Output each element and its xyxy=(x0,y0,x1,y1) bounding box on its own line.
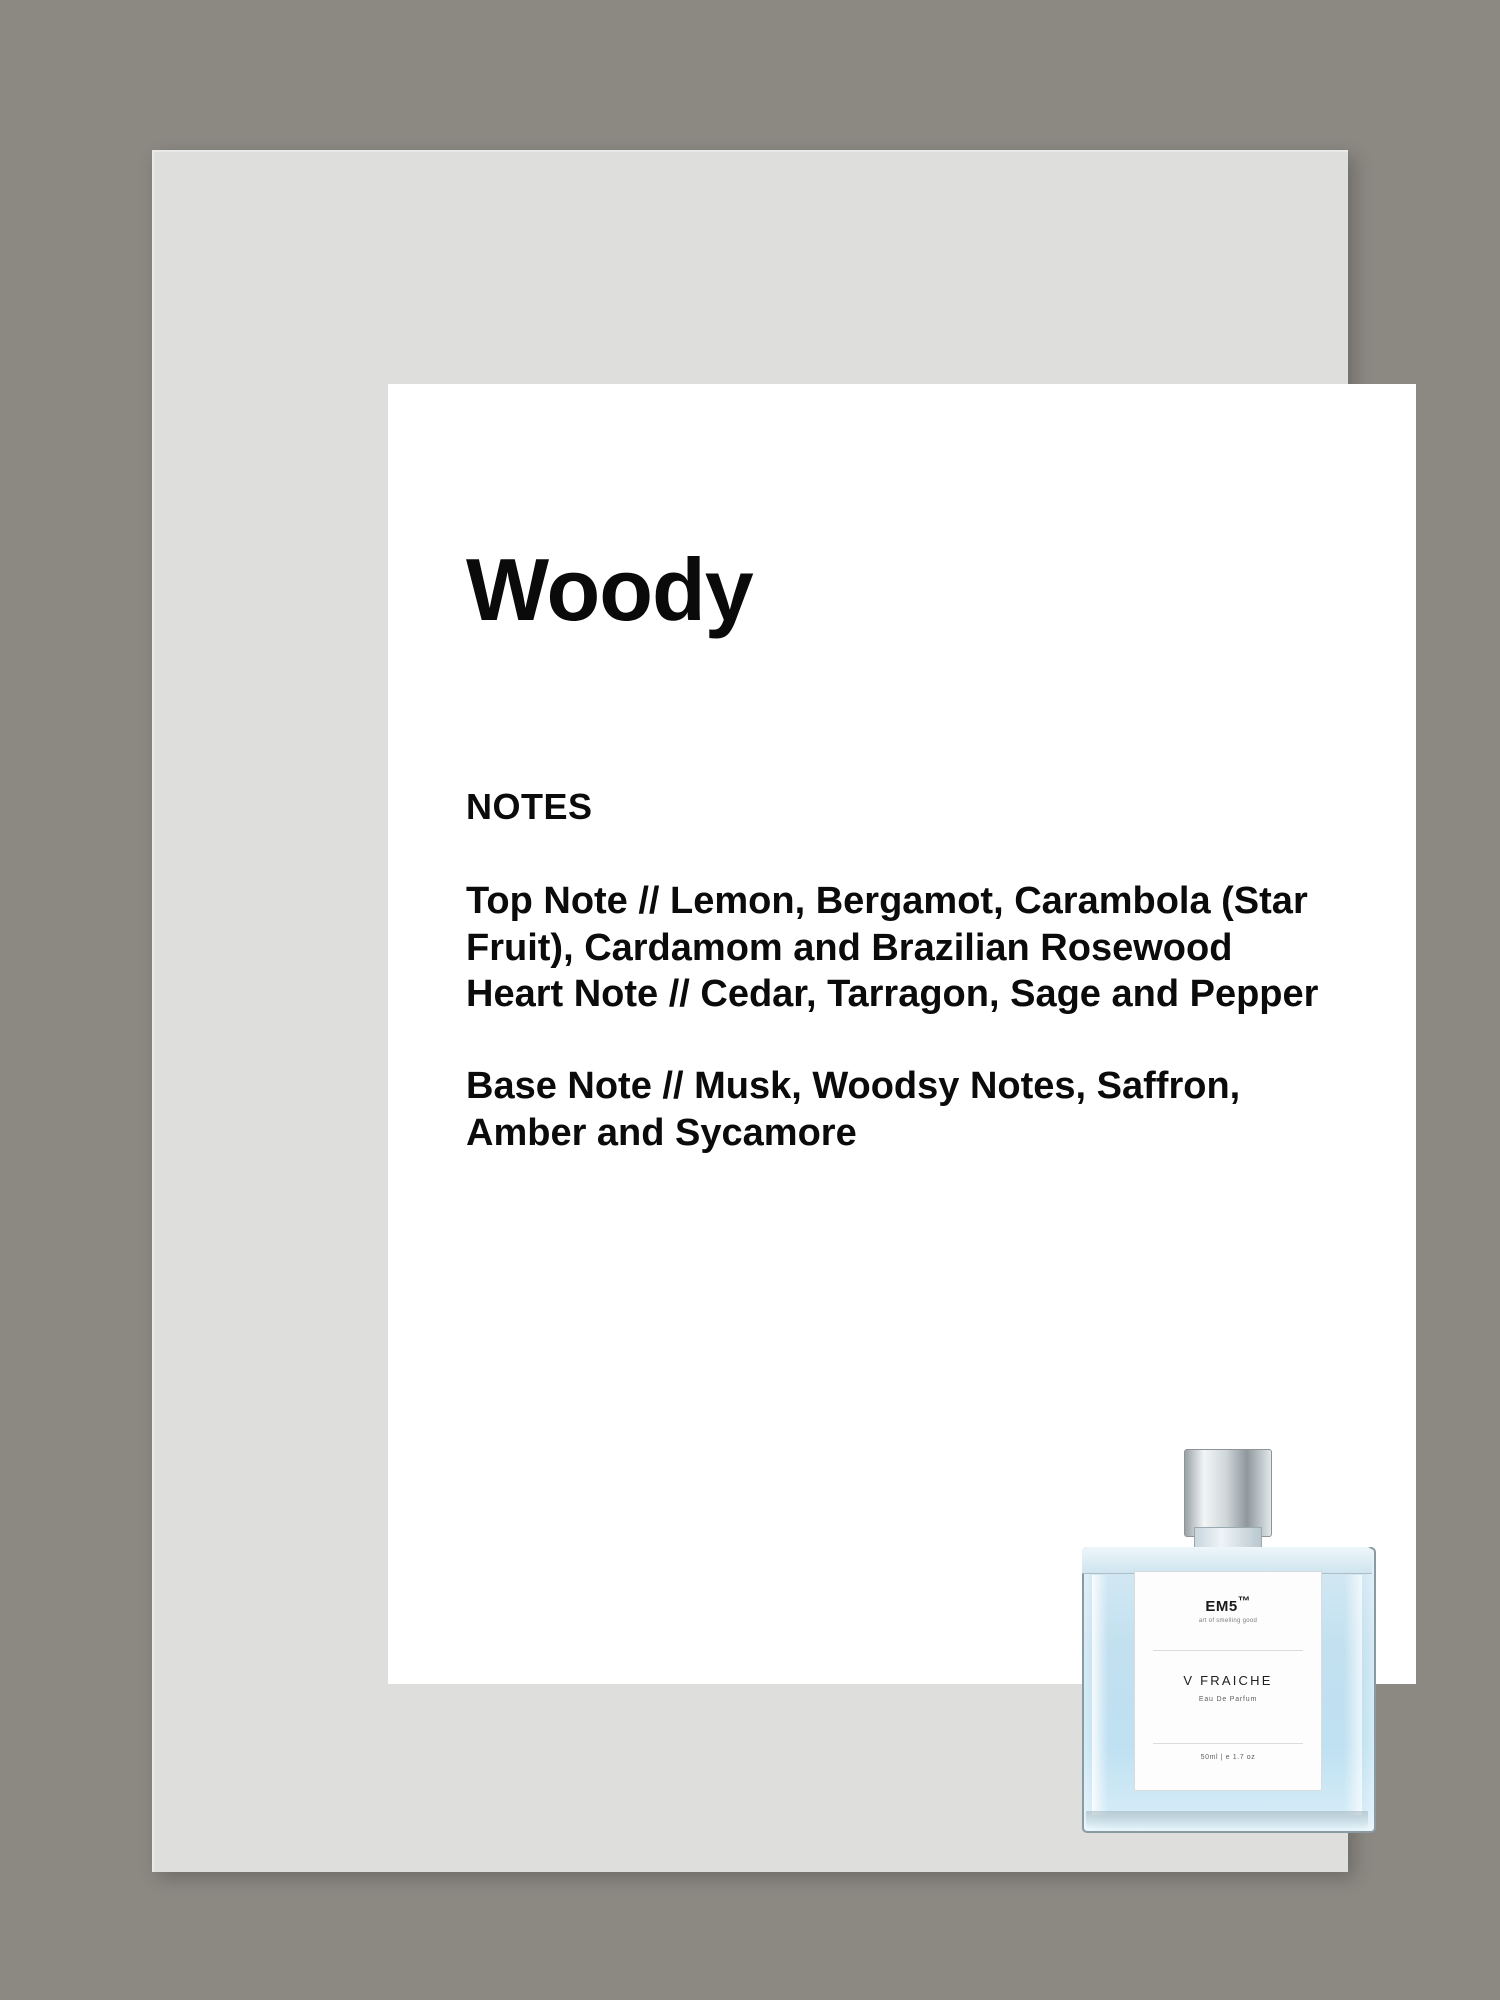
bottle-shoulder xyxy=(1082,1547,1372,1574)
bottle-size: 50ml | e 1.7 oz xyxy=(1200,1754,1256,1761)
label-divider-top xyxy=(1153,1650,1303,1651)
notes-heading: NOTES xyxy=(466,786,593,828)
bottle-cap xyxy=(1184,1449,1272,1537)
bottle-highlight-left xyxy=(1092,1575,1108,1815)
bottle-tagline: art of smelling good xyxy=(1198,1618,1258,1624)
bottle-brand xyxy=(1135,1594,1321,1615)
heart-note-line: Heart Note // Cedar, Tarragon, Sage and Pepper xyxy=(466,973,1319,1016)
notes-list xyxy=(466,878,1346,1156)
page-title: Woody xyxy=(466,540,753,639)
perfume-bottle-image xyxy=(1072,1435,1372,1855)
bottle-highlight-right xyxy=(1344,1575,1362,1815)
poster-content xyxy=(466,540,1346,1156)
bottle-label xyxy=(1134,1571,1322,1791)
bottle-brand-text: EM5 xyxy=(1205,1598,1238,1615)
label-divider-bottom xyxy=(1153,1743,1303,1744)
bottle-brand-trademark: ™ xyxy=(1237,1594,1251,1608)
bottle-base-shadow xyxy=(1086,1811,1368,1829)
top-note-line: Top Note // Lemon, Bergamot, Carambola (Star Fruit), Cardamom and Brazilian Rosewood xyxy=(466,880,1308,969)
bottle-product-type: Eau De Parfum xyxy=(1198,1696,1258,1703)
base-note-line: Base Note // Musk, Woodsy Notes, Saffron, Amber and Sycamore xyxy=(466,1065,1241,1154)
poster-mount xyxy=(152,150,1348,1872)
bottle-product-name: V FRAICHE xyxy=(1183,1673,1273,1688)
notes-spacer xyxy=(466,1017,1346,1063)
